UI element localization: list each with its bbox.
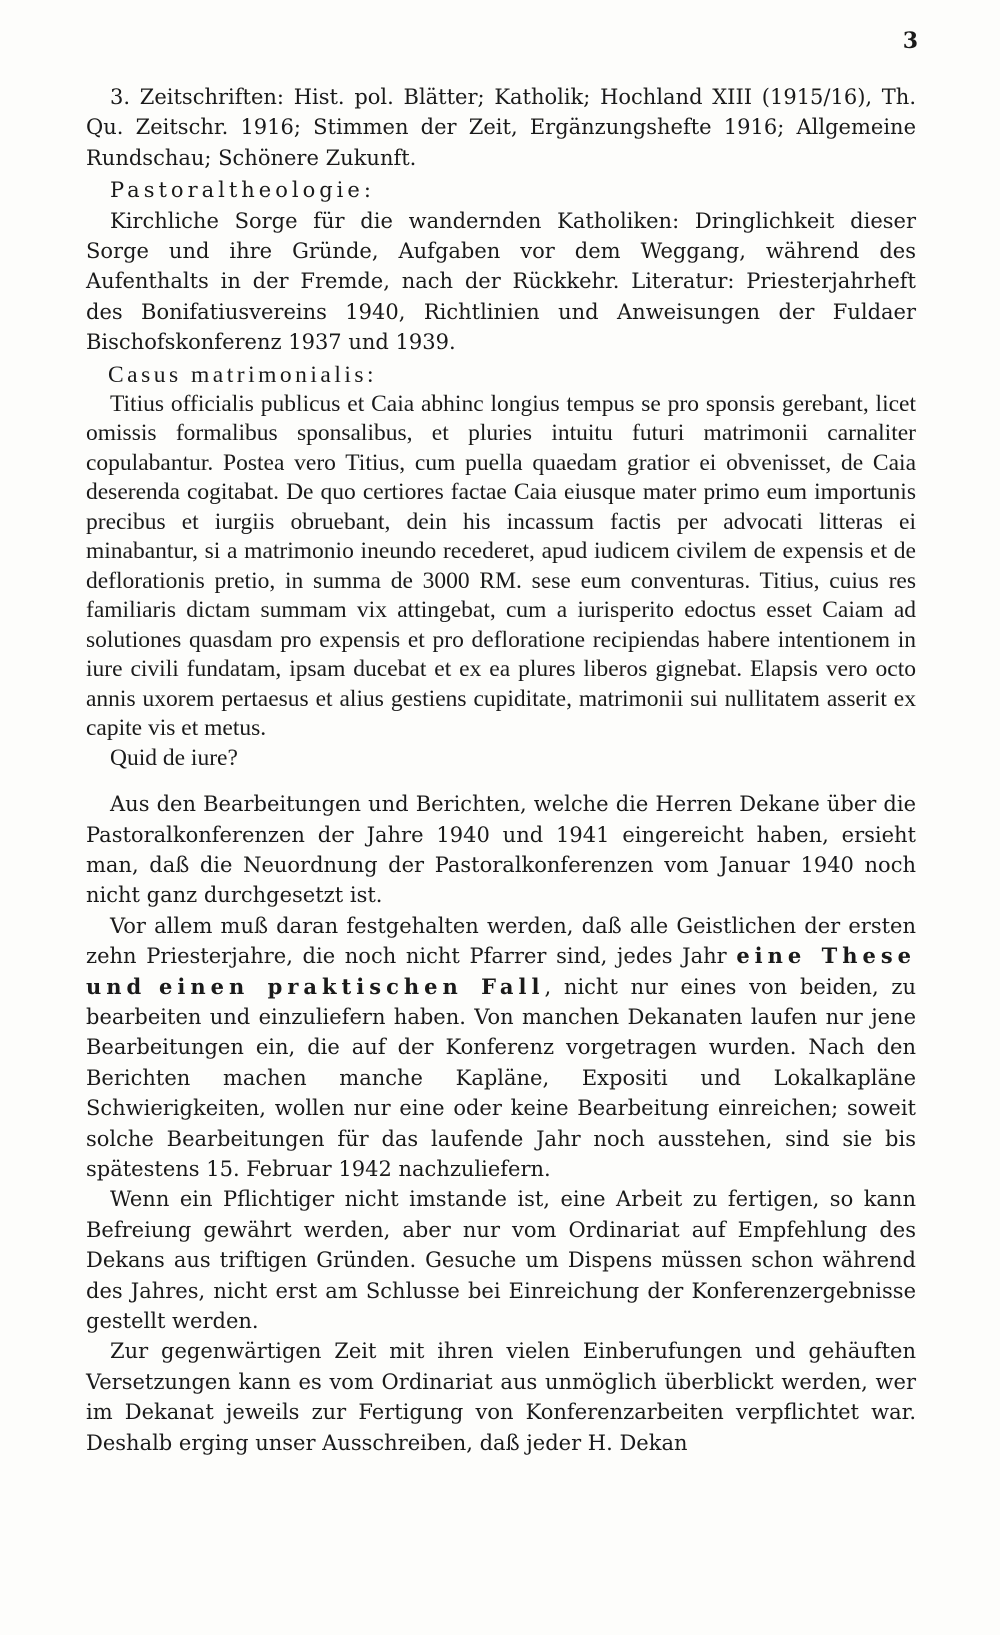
pastoral-paragraph: Kirchliche Sorge für die wandernden Katholiken: Dringlichkeit dieser Sorge und ihre Gründe, Aufgaben vor dem Weggang, während des Aufenthalts in der Fremde, nach der Rückkehr. Literatur: Priesterjahrheft des Bonifatiusvereins 1940, Richtlinien und Anweisungen der Fuldaer Bischofskonferenz 1937 und 1939.	[86, 208, 916, 355]
body-paragraph-2-end: , nicht nur eines von beiden, zu bearbeiten und einzuliefern haben. Von manchen Dekanaten laufen nur jene Bearbeitungen ein, die auf der Konferenz vorgetragen wurden. Nach den Berichten machen manche Kapläne, Expositi und Lokalkapläne Schwierigkeiten, wollen nur eine oder keine Bearbeitung einreichen; soweit solche Bearbeitungen für das laufende Jahr noch ausstehen, sind sie bis spätestens 15. Februar 1942 nachzuliefern.	[86, 974, 916, 1182]
casus-question: Quid de iure?	[110, 744, 238, 771]
body-paragraph-3: Wenn ein Pflichtiger nicht imstande ist, eine Arbeit zu fertigen, so kann Befreiung gewährt werden, aber nur vom Ordinariat auf Empfehlung des Dekans aus triftigen Gründen. Gesuche um Dispens müssen schon während des Jahres, nicht erst am Schlusse bei Einreichung der Konferenzergebnisse gestellt werden.	[86, 1187, 916, 1334]
page-content	[86, 82, 916, 1458]
page-number: 3	[902, 28, 918, 54]
casus-heading: Casus matrimonialis:	[108, 361, 378, 388]
casus-paragraph: Titius officialis publicus et Caia abhinc longius tempus se pro sponsis gerebant, licet omissis formalibus sponsalibus, et pluries intuitu futuri matrimonii carnaliter copulabantur. Postea vero Titius, cum puella quaedam gratior ei obvenisset, de Caia deserenda cogitabat. De quo certiores factae Caia eiusque mater primo eum importunis precibus et iurgiis obruebant, dein his incassum factis per advocati litteras ei minabantur, si a matrimonio ineundo recederet, apud iudicem civilem de expensis et de deflorationis pretio, in summa de 3000 RM. sese eum conventuras. Titius, cuius res familiaris dictam summam vix attingebat, cum a iurisperito edoctus esset Caiam ad solutiones quasdam pro expensis et pro defloratione recipiendas habere intentionem in iure civili fundatam, ipsam ducebat et ex ea plures liberos gignebat. Elapsis vero octo annis uxorem pertaesus et alius gestiens cupiditate, matrimonii sui nullitatem asserit ex capite vis et metus.	[86, 390, 916, 742]
body-paragraph-2-start: Vor allem muß daran festgehalten werden, daß alle Geistlichen der ersten zehn Priesterjahre, die noch nicht Pfarrer sind, jedes Jahr	[86, 913, 916, 969]
body-paragraph-4: Zur gegenwärtigen Zeit mit ihren vielen Einberufungen und gehäuften Versetzungen kann es vom Ordinariat aus unmöglich überblickt werden, wer im Dekanat jeweils zur Fertigung von Konferenzarbeiten verpflichtet war. Deshalb erging unser Ausschreiben, daß jeder H. Dekan	[86, 1339, 916, 1455]
journals-paragraph: 3. Zeitschriften: Hist. pol. Blätter; Katholik; Hochland XIII (1915/16), Th. Qu. Zeitschr. 1916; Stimmen der Zeit, Ergänzungshefte 1916; Allgemeine Rundschau; Schönere Zukunft.	[86, 85, 916, 170]
pastoral-heading: Pastoraltheologie:	[110, 178, 375, 203]
body-paragraph-1: Aus den Bearbeitungen und Berichten, welche die Herren Dekane über die Pastoralkonferenzen der Jahre 1940 und 1941 eingereicht haben, ersieht man, daß die Neuordnung der Pastoralkonferenzen vom Januar 1940 noch nicht ganz durchgesetzt ist.	[86, 792, 916, 908]
body-paragraph-2	[86, 911, 916, 1185]
emphasis-und: und	[86, 973, 147, 999]
emphasis-eine-these: eine These	[736, 943, 917, 969]
emphasis-praktischen-fall: einen praktischen Fall	[159, 973, 545, 999]
